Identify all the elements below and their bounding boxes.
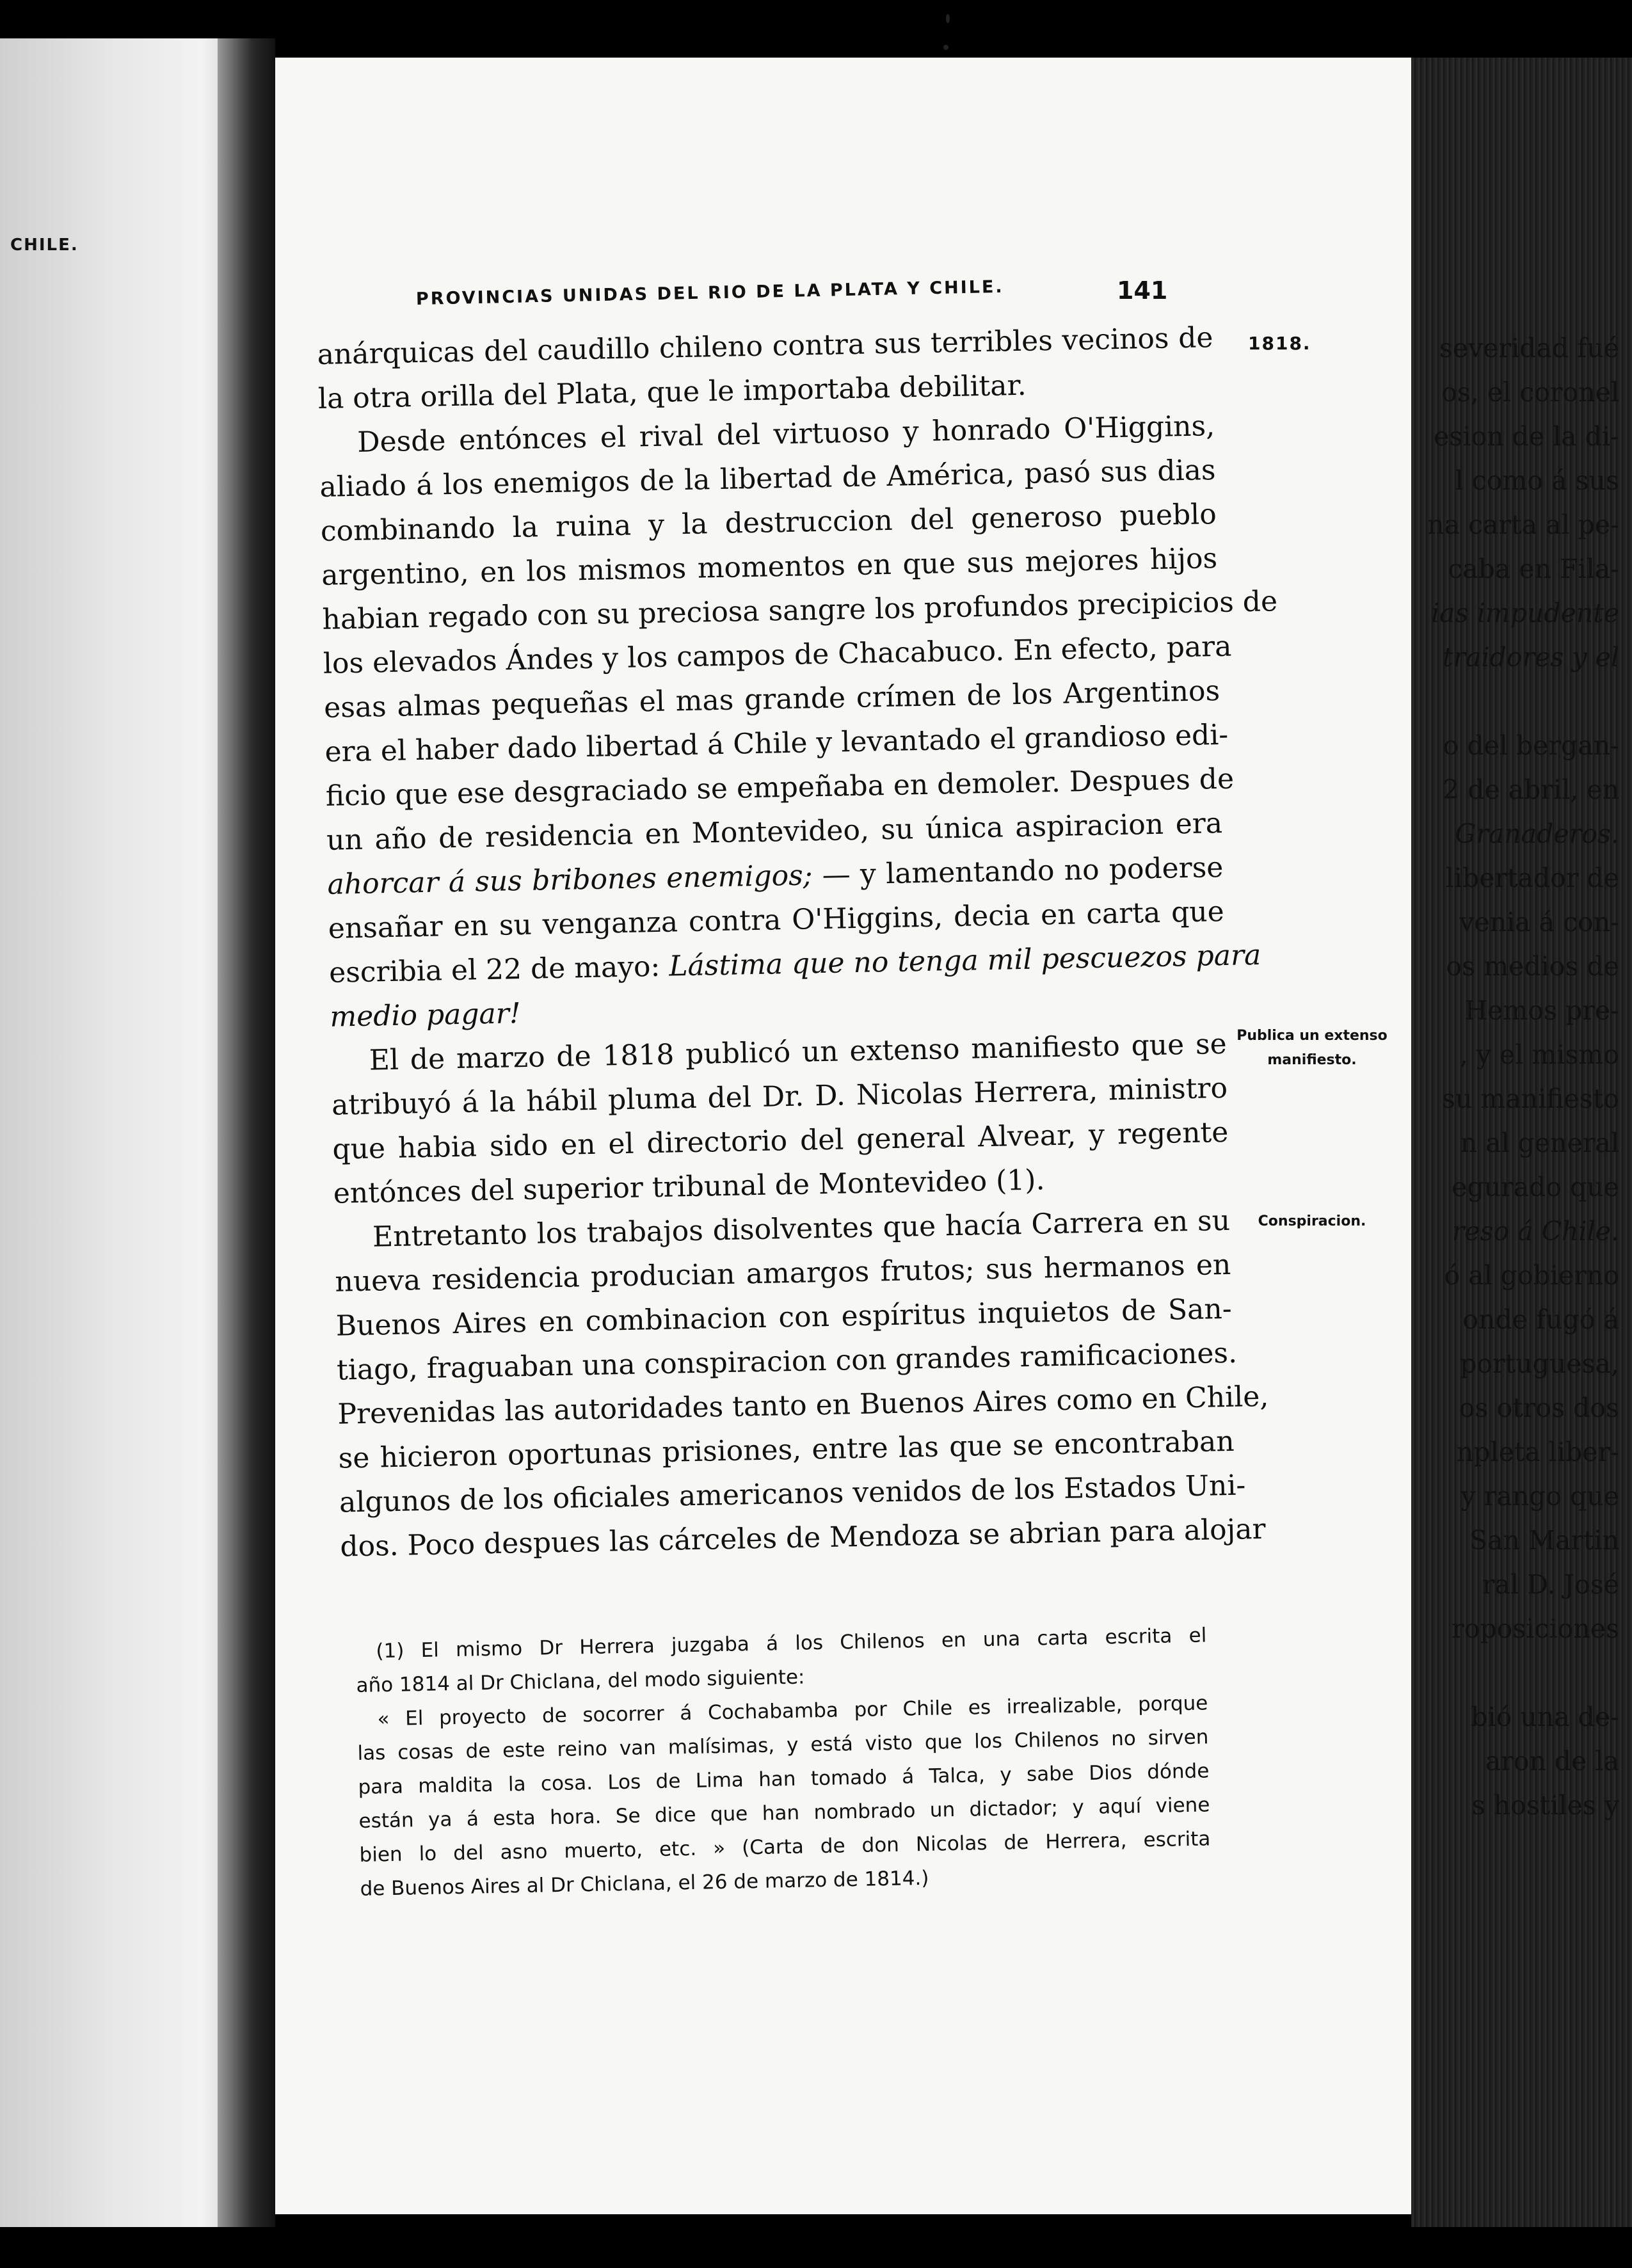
body-line: era el haber dado libertad á Chile y levantado el grandioso edi- bbox=[324, 718, 1229, 769]
body-line: atribuyó á la hábil pluma del Dr. D. Nicolas Herrera, ministro bbox=[331, 1071, 1228, 1122]
left-page-line: libertador de bbox=[1445, 863, 1619, 893]
body-text bbox=[317, 315, 1278, 1569]
left-page-line: esion de la di- bbox=[1434, 421, 1619, 452]
left-page-line: 2 de abril, en bbox=[1443, 774, 1619, 805]
margin-note-line: Publica un extenso bbox=[1236, 1028, 1388, 1044]
body-line: Desde entónces el rival del virtuoso y honrado O'Higgins, bbox=[356, 410, 1215, 459]
left-page-line: onde fugó á bbox=[1462, 1304, 1619, 1335]
body-line: que habia sido en el directorio del general Alvear, y regente bbox=[332, 1115, 1229, 1166]
left-page-line: bió una de- bbox=[1471, 1702, 1619, 1732]
left-page-line: , y el mismo bbox=[1459, 1039, 1619, 1070]
footnote-line: están ya á esta hora. Se dice que han nombrado un dictador; y aquí viene bbox=[358, 1793, 1210, 1833]
footnote-line: las cosas de este reino van malísimas, y está visto que los Chilenos no sirven bbox=[357, 1725, 1209, 1765]
running-head: PROVINCIAS UNIDAS DEL RIO DE LA PLATA Y CHILE. bbox=[415, 276, 1004, 309]
left-page-text bbox=[1427, 326, 1619, 1828]
margin-year: 1818. bbox=[1248, 333, 1311, 354]
left-page-line: os otros dos bbox=[1459, 1393, 1619, 1423]
left-page-line: s hostiles y bbox=[1471, 1790, 1619, 1821]
body-line: argentino, en los mismos momentos en que sus mejores hijos bbox=[321, 542, 1218, 592]
body-line: ensañar en su venganza contra O'Higgins, decia en carta que bbox=[328, 895, 1225, 945]
left-page-line: egurado que bbox=[1452, 1172, 1619, 1202]
body-line: anárquicas del caudillo chileno contra sus terribles vecinos de bbox=[317, 321, 1213, 371]
left-page-line: venia á con- bbox=[1459, 907, 1619, 938]
page-number: 141 bbox=[1117, 276, 1168, 305]
body-line: ficio que ese desgraciado se empeñaba en demoler. Despues de bbox=[325, 762, 1235, 813]
footnote-line: « El proyecto de socorrer á Cochabamba por Chile es irrealizable, porque bbox=[377, 1691, 1208, 1731]
body-line: entónces del superior tribunal de Montevideo (1). bbox=[333, 1163, 1045, 1210]
footnote-line: para maldita la cosa. Los de Lima han tomado á Talca, y sabe Dios dónde bbox=[358, 1759, 1210, 1799]
left-page-line: l como á sus bbox=[1455, 465, 1619, 496]
body-line: Entretanto los trabajos disolventes que hacía Carrera en su bbox=[372, 1204, 1231, 1254]
left-page-line: Hemos pre- bbox=[1464, 995, 1619, 1026]
footnote-line: bien lo del asno muerto, etc. » (Carta de don Nicolas de Herrera, escrita bbox=[359, 1827, 1211, 1867]
speck bbox=[943, 45, 948, 50]
body-line: combinando la ruina y la destruccion del generoso pueblo bbox=[320, 498, 1217, 548]
left-page-line: Granaderos. bbox=[1455, 819, 1619, 849]
footnote-line: (1) El mismo Dr Herrera juzgaba á los Chilenos en una carta escrita el bbox=[376, 1624, 1207, 1663]
body-line: se hicieron oportunas prisiones, entre las que se encontraban bbox=[338, 1425, 1235, 1475]
body-line: Prevenidas las autoridades tanto en Buenos Aires como en Chile, bbox=[337, 1380, 1269, 1431]
margin-note-line: manifiesto. bbox=[1267, 1052, 1357, 1068]
left-running-head: CHILE. bbox=[10, 236, 79, 255]
body-line: tiago, fraguaban una conspiracion con grandes ramificaciones. bbox=[336, 1336, 1238, 1387]
margin-note-manifiesto bbox=[1216, 1024, 1408, 1073]
body-line: aliado á los enemigos de la libertad de América, pasó sus dias bbox=[319, 454, 1216, 504]
left-page-line: caba en Fila- bbox=[1448, 554, 1619, 584]
left-page-line: reso á Chile. bbox=[1452, 1216, 1619, 1247]
body-line: Buenos Aires en combinacion con espíritus inquietos de San- bbox=[335, 1292, 1233, 1343]
left-page-line: ó al gobierno bbox=[1444, 1260, 1619, 1291]
body-line: nueva residencia producian amargos frutos; sus hermanos en bbox=[334, 1248, 1231, 1298]
margin-note-conspiracion: Conspiracion. bbox=[1258, 1213, 1366, 1229]
body-line: los elevados Ándes y los campos de Chacabuco. En efecto, para bbox=[323, 630, 1232, 680]
left-page-line: ral D. José bbox=[1482, 1569, 1619, 1600]
body-line: ahorcar á sus bribones enemigos; — y lamentando no poderse bbox=[327, 850, 1224, 901]
body-line: esas almas pequeñas el mas grande crímen de los Argentinos bbox=[323, 675, 1220, 724]
left-page-line: os medios de bbox=[1446, 951, 1619, 982]
footnote-line: de Buenos Aires al Dr Chiclana, el 26 de marzo de 1814.) bbox=[360, 1866, 929, 1901]
left-page-line: roposiciones bbox=[1452, 1613, 1619, 1644]
left-page-line: portuguesa, bbox=[1460, 1348, 1619, 1379]
body-line: El de marzo de 1818 publicó un extenso manifiesto que se bbox=[369, 1027, 1228, 1077]
left-page-line: ias impudente bbox=[1431, 598, 1619, 628]
book-gutter bbox=[218, 38, 275, 2227]
left-page-line: n al general bbox=[1460, 1128, 1619, 1158]
left-page-line: aron de la bbox=[1485, 1746, 1619, 1777]
left-page-line: os, el coronel bbox=[1441, 377, 1619, 408]
left-page-line bbox=[1427, 680, 1619, 724]
left-page-line: severidad fué bbox=[1439, 333, 1619, 363]
body-line: escribia el 22 de mayo: Lástima que no tenga mil pescuezos para bbox=[328, 938, 1261, 989]
left-page-line: San Martin bbox=[1469, 1525, 1619, 1556]
left-page-line: y rango que bbox=[1460, 1481, 1619, 1512]
left-page-line: su manifiesto bbox=[1441, 1083, 1619, 1114]
left-page-line: o del bergan- bbox=[1443, 730, 1619, 761]
left-page-line bbox=[1427, 1651, 1619, 1695]
left-page-line: npleta liber- bbox=[1456, 1437, 1619, 1467]
left-page-line: na carta al pe- bbox=[1427, 509, 1619, 540]
body-line: algunos de los oficiales americanos venidos de los Estados Uni- bbox=[339, 1469, 1246, 1519]
body-line: medio pagar! bbox=[330, 997, 521, 1034]
footnote bbox=[355, 1618, 1212, 1906]
body-line: la otra orilla del Plata, que le importaba debilitar. bbox=[317, 369, 1027, 415]
left-page-line: traidores y el bbox=[1442, 642, 1619, 673]
body-line: dos. Poco despues las cárceles de Mendoza se abrian para alojar bbox=[339, 1512, 1267, 1563]
speck bbox=[946, 14, 950, 23]
body-line: un año de residencia en Montevideo, su única aspiracion era bbox=[326, 806, 1223, 857]
body-line: habian regado con su preciosa sangre los profundos precipicios de bbox=[322, 585, 1278, 636]
footnote-line: año 1814 al Dr Chiclana, del modo siguiente: bbox=[356, 1665, 805, 1697]
